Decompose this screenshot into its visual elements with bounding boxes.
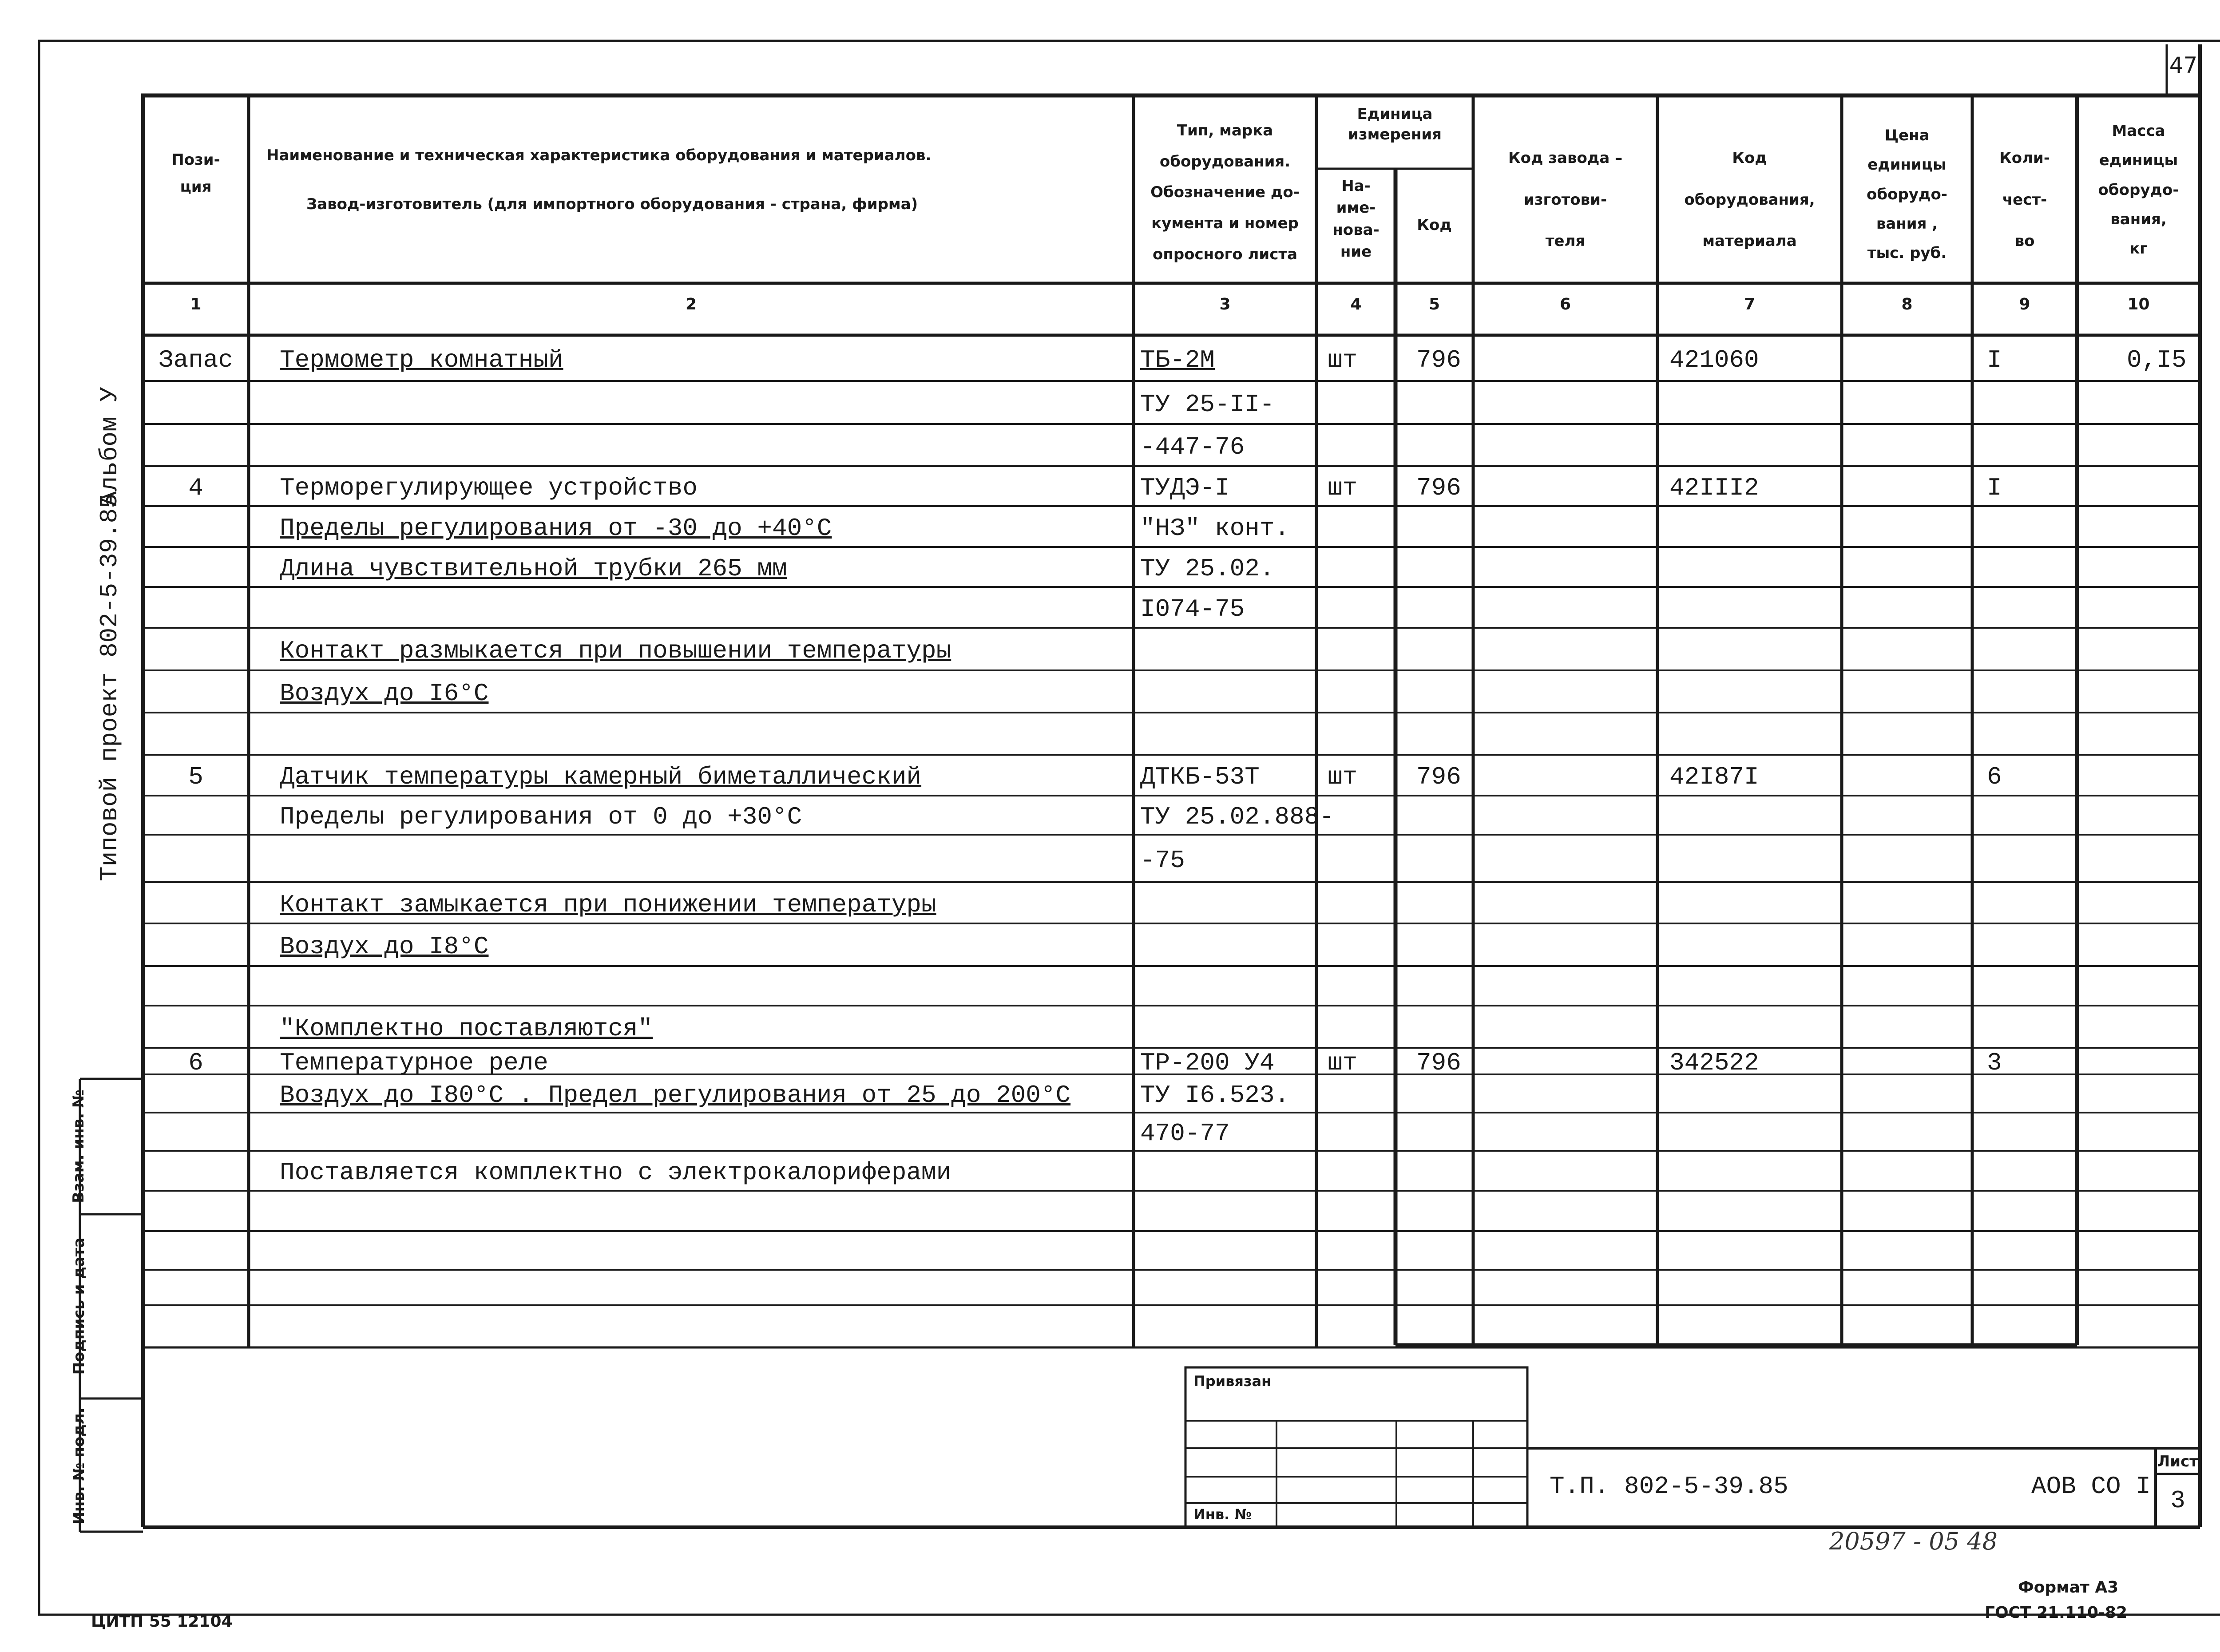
header-quantity: Коли- чест- во xyxy=(1999,149,2050,250)
cell-unit: шт xyxy=(1328,763,1358,791)
cell-name: Терморегулирующее устройство xyxy=(280,474,698,502)
document-code: АОВ СО I xyxy=(2031,1472,2151,1501)
cell-name: Воздух до I6°С xyxy=(280,679,489,708)
header-type: Тип, марка оборудования. Обозначение до- кумента и номер опросного листа xyxy=(1150,122,1300,263)
column-number: 8 xyxy=(1901,295,1913,313)
cell-code: 796 xyxy=(1416,763,1461,791)
cell-unit: шт xyxy=(1328,345,1358,374)
cell-code: 796 xyxy=(1416,345,1461,374)
cell-name: "Комплектно поставляются" xyxy=(280,1014,653,1043)
cell-name: Поставляется комплектно с электрокалориферами xyxy=(280,1158,951,1187)
column-number: 1 xyxy=(190,295,202,313)
replaced-inventory-label: Взам. инв. № xyxy=(70,1089,87,1203)
column-number: 7 xyxy=(1744,295,1756,313)
cell-unit: шт xyxy=(1328,474,1358,502)
header-name-line1: Наименование и техническая характеристика оборудования и материалов. xyxy=(266,147,932,164)
cell-name: Температурное реле xyxy=(280,1049,548,1077)
column-number: 2 xyxy=(685,295,697,313)
cell-type: ТУ 25-II- xyxy=(1140,390,1275,419)
printer-label: ЦИТП 55 12104 xyxy=(91,1612,233,1631)
cell-name: Контакт замыкается при понижении температуры xyxy=(280,890,936,919)
cell-qty: 3 xyxy=(1987,1049,2002,1077)
gost-label: ГОСТ 21.110-82 xyxy=(1985,1604,2128,1622)
cell-type: "НЗ" конт. xyxy=(1140,514,1290,543)
document-designation: Т.П. 802-5-39.85 xyxy=(1550,1472,1788,1501)
column-number: 3 xyxy=(1219,295,1231,313)
linked-label: Привязан xyxy=(1193,1373,1272,1390)
cell-type: 470-77 xyxy=(1140,1119,1230,1148)
format-label: Формат А3 xyxy=(2018,1578,2119,1597)
cell-type: ТУ 25.02.888- xyxy=(1140,803,1334,831)
header-name-line2: Завод-изготовитель (для импортного оборудования - страна, фирма) xyxy=(306,195,918,213)
cell-type: I074-75 xyxy=(1140,595,1245,623)
cell-type: ТУДЭ-I xyxy=(1140,474,1230,502)
cell-pos: 4 xyxy=(188,474,203,502)
cell-qty: I xyxy=(1987,345,2002,374)
cell-code: 796 xyxy=(1416,474,1461,502)
cell-name: Длина чувствительной трубки 265 мм xyxy=(280,555,787,583)
header-position: Пози- ция xyxy=(171,151,220,196)
page-number: 47 xyxy=(2169,52,2198,78)
cell-pos: Запас xyxy=(158,345,234,374)
header-unit-code: Код xyxy=(1417,216,1452,234)
project-label: Типовой проект 802-5-39.85 xyxy=(95,493,124,881)
album-label: Альбом У xyxy=(95,387,124,506)
header-price: Цена единицы оборудо- вания , тыс. руб. xyxy=(1867,127,1947,262)
cell-name: Воздух до I80°С . Предел регулирования от 25 до 200°С xyxy=(280,1081,1071,1109)
header-mass: Масса единицы оборудо- вания, кг xyxy=(2098,122,2179,258)
column-number: 6 xyxy=(1559,295,1571,313)
cell-mass: 0,I5 xyxy=(2127,345,2187,374)
cell-name: Пределы регулирования от 0 до +30°С xyxy=(280,803,802,831)
cell-eq-code: 421060 xyxy=(1669,345,1759,374)
header-unit-group: Единица измерения xyxy=(1348,105,1442,143)
cell-name: Воздух до I8°С xyxy=(280,932,489,961)
cell-eq-code: 42I87I xyxy=(1669,763,1759,791)
cell-eq-code: 342522 xyxy=(1669,1049,1759,1077)
cell-type: ТБ-2М xyxy=(1140,345,1215,374)
column-number: 5 xyxy=(1428,295,1440,313)
sign-date-label: Подпись и дата xyxy=(70,1237,88,1375)
cell-type: ТУ 25.02. xyxy=(1140,555,1275,583)
header-equipment-code: Код оборудования, материала xyxy=(1684,149,1815,250)
column-number: 10 xyxy=(2127,295,2150,313)
cell-name: Термометр комнатный xyxy=(280,345,563,374)
cell-name: Пределы регулирования от -30 до +40°С xyxy=(280,514,832,543)
cell-pos: 6 xyxy=(188,1049,203,1077)
cell-qty: 6 xyxy=(1987,763,2002,791)
column-number: 9 xyxy=(2019,295,2030,313)
cell-pos: 5 xyxy=(188,763,203,791)
header-unit-name: На- име- нова- ние xyxy=(1332,177,1380,261)
sheet-label: Лист xyxy=(2157,1453,2198,1470)
inventory-no-label: Инв. № xyxy=(1193,1506,1252,1523)
cell-type: ТУ I6.523. xyxy=(1140,1081,1290,1109)
cell-type: -447-76 xyxy=(1140,432,1245,461)
cell-eq-code: 42III2 xyxy=(1669,474,1759,502)
cell-code: 796 xyxy=(1416,1049,1461,1077)
cell-name: Контакт размыкается при повышении температуры xyxy=(280,637,951,665)
cell-qty: I xyxy=(1987,474,2002,502)
cell-type: ДТКБ-53Т xyxy=(1140,763,1260,791)
sheet-number: 3 xyxy=(2170,1486,2185,1515)
cell-unit: шт xyxy=(1328,1049,1358,1077)
original-inventory-label: Инв. № подл. xyxy=(70,1407,88,1525)
cell-type: -75 xyxy=(1140,846,1185,875)
column-number: 4 xyxy=(1350,295,1362,313)
cell-name: Датчик температуры камерный биметаллический xyxy=(280,763,922,791)
cell-type: ТР-200 У4 xyxy=(1140,1049,1275,1077)
archive-number: 20597 - 05 48 xyxy=(1829,1527,1998,1555)
header-plant-code: Код завода – изготови- теля xyxy=(1508,149,1623,250)
